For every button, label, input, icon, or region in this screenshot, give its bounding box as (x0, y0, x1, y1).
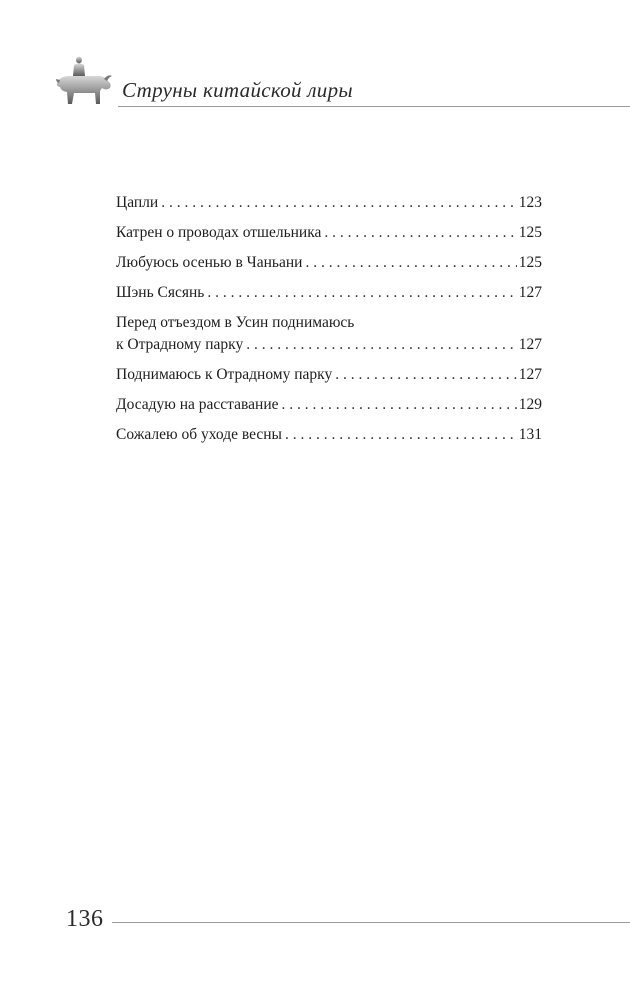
toc-entry-title-line1: Перед отъездом в Усин поднимаюсь (116, 314, 355, 331)
toc-entry-page: 123 (518, 194, 542, 211)
dot-leader (285, 424, 517, 446)
table-of-contents (116, 192, 542, 454)
toc-entry-title: Поднимаюсь к Отрадному парку (116, 366, 333, 383)
toc-entry-title: к Отрадному парку (116, 336, 244, 353)
toc-entry-page: 125 (518, 254, 542, 271)
page-number: 136 (66, 906, 104, 932)
toc-entry-title: Любуюсь осенью в Чаньани (116, 254, 303, 271)
toc-entry (116, 252, 542, 282)
toc-entry-title: Цапли (116, 194, 159, 211)
ox-with-rider-figurine-icon (52, 54, 114, 108)
toc-entry-title: Катрен о проводах отшельника (116, 224, 322, 241)
dot-leader (324, 222, 516, 244)
toc-entry-page: 125 (518, 224, 542, 241)
dot-leader (161, 192, 517, 214)
dot-leader (246, 334, 517, 356)
footer-rule (112, 922, 630, 923)
toc-entry-page: 131 (518, 426, 542, 443)
toc-entry (116, 394, 542, 424)
running-title: Струны китайской лиры (122, 78, 353, 102)
toc-entry-title: Досадую на расставание (116, 396, 279, 413)
dot-leader (305, 252, 516, 274)
toc-entry (116, 364, 542, 394)
toc-entry-title: Шэнь Сясянь (116, 284, 205, 301)
dot-leader (282, 394, 517, 416)
header-rule (118, 106, 630, 107)
dot-leader (207, 282, 516, 304)
toc-entry (116, 222, 542, 252)
toc-entry-page: 127 (518, 284, 542, 301)
dot-leader (335, 364, 517, 386)
toc-entry-page: 127 (518, 366, 542, 383)
toc-entry (116, 424, 542, 454)
toc-entry (116, 282, 542, 312)
toc-entry (116, 312, 542, 364)
toc-entry-title: Сожалею об уходе весны (116, 426, 282, 443)
toc-entry-page: 127 (518, 336, 542, 353)
toc-entry-page: 129 (518, 396, 542, 413)
toc-entry (116, 192, 542, 222)
